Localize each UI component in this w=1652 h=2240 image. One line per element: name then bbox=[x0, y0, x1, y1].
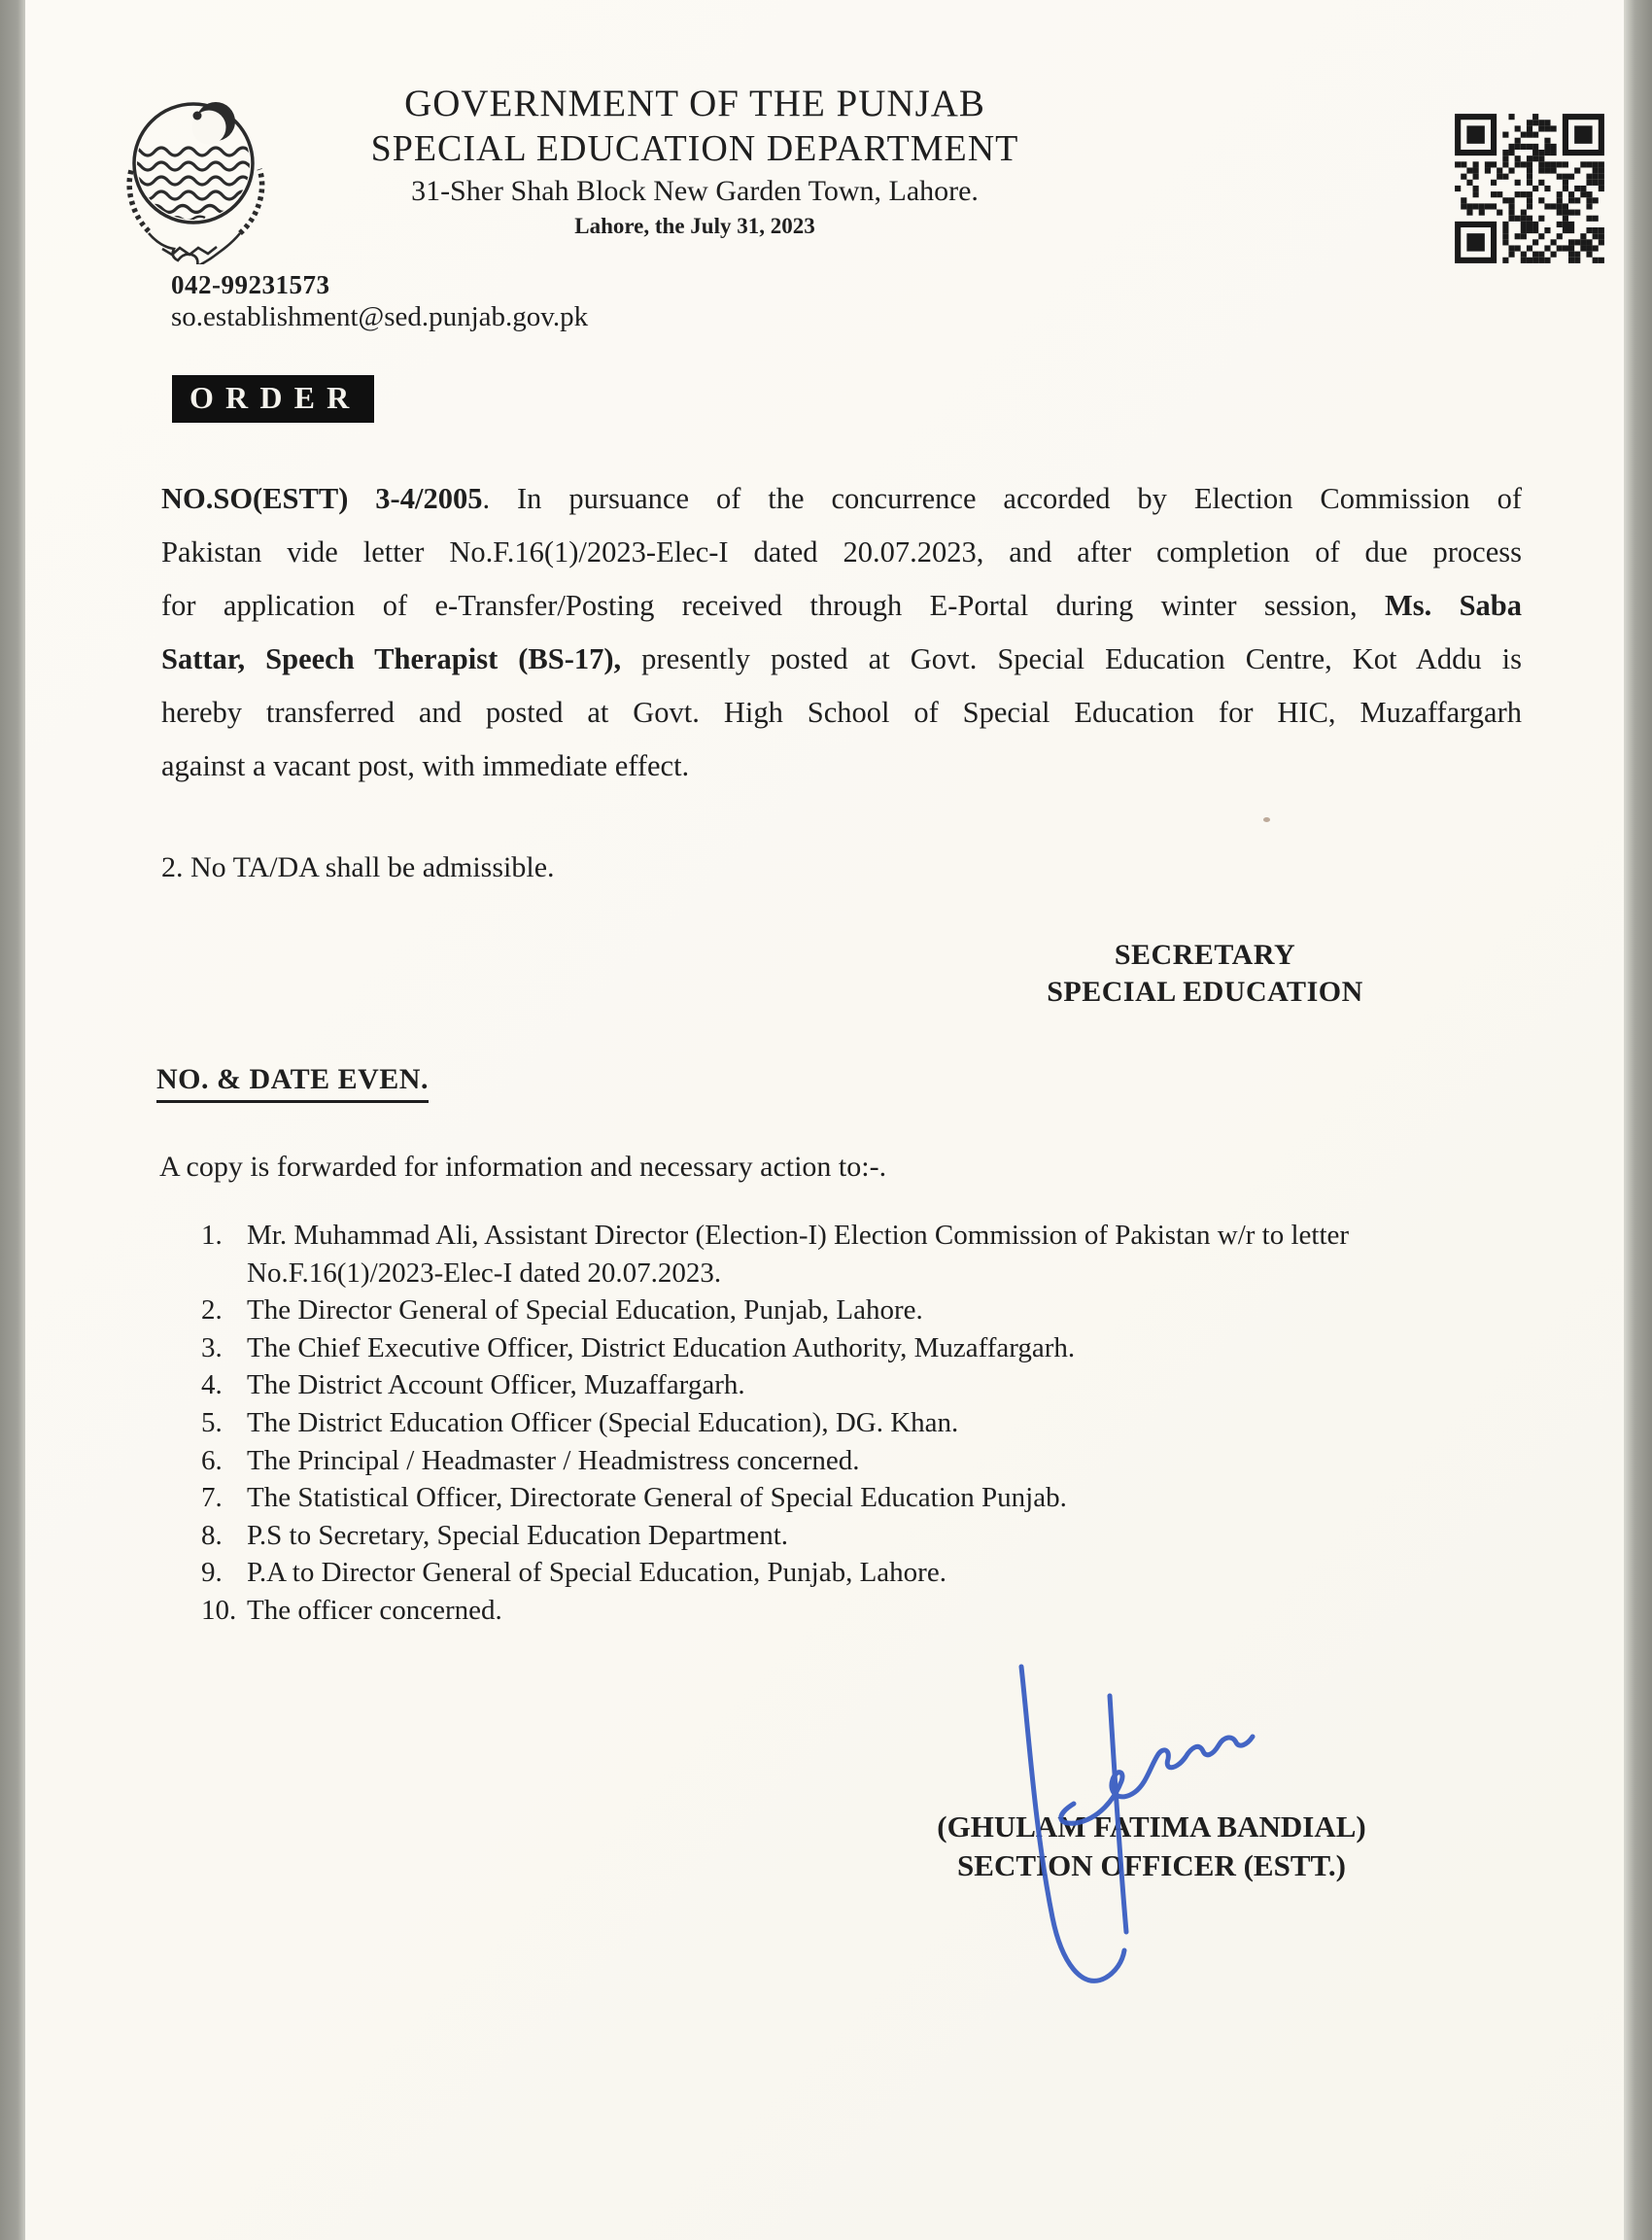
list-item-number: 10. bbox=[201, 1594, 237, 1626]
list-item-number: 4. bbox=[201, 1369, 223, 1401]
list-item-text: The District Education Officer (Special Education), DG. Khan. bbox=[247, 1406, 959, 1438]
order-body-text: . In pursuance of the concurrence accorded by Election Commission of bbox=[482, 482, 1523, 515]
order-body-paragraph bbox=[161, 472, 1522, 793]
scan-speck bbox=[1263, 817, 1270, 822]
list-item-text: P.A to Director General of Special Education, Punjab, Lahore. bbox=[247, 1557, 946, 1589]
signatory-secretary-line2: SPECIAL EDUCATION bbox=[1047, 976, 1363, 1008]
signatory-secretary-line1: SECRETARY bbox=[1114, 939, 1296, 971]
phone-number: 042-99231573 bbox=[171, 270, 330, 299]
signatory-name: (GHULAM FATIMA BANDIAL) bbox=[937, 1809, 1366, 1844]
punjab-government-crest-icon bbox=[120, 78, 275, 264]
list-item bbox=[201, 1592, 1528, 1630]
list-item-number: 5. bbox=[201, 1406, 223, 1438]
list-item bbox=[201, 1366, 1528, 1404]
org-name-line2: SPECIAL EDUCATION DEPARTMENT bbox=[370, 128, 1019, 169]
recipients-list bbox=[201, 1217, 1528, 1630]
list-item-number: 6. bbox=[201, 1444, 223, 1476]
order-body-bold-text: Sattar, Speech Therapist (BS-17), bbox=[161, 642, 622, 675]
list-item bbox=[201, 1554, 1528, 1592]
list-item bbox=[201, 1404, 1528, 1442]
order-body-text: Pakistan vide letter No.F.16(1)/2023-Elec-I dated 20.07.2023, and after completion of due process bbox=[161, 535, 1522, 569]
scan-edge-left bbox=[0, 0, 25, 2240]
signatory-title: SECTION OFFICER (ESTT.) bbox=[957, 1848, 1346, 1882]
handwritten-signature bbox=[967, 1645, 1326, 2015]
list-item-number: 1. bbox=[201, 1220, 223, 1251]
signatory-secretary bbox=[991, 937, 1419, 1011]
order-body-line bbox=[161, 633, 1522, 686]
list-item-number: 2. bbox=[201, 1294, 223, 1327]
dateline: Lahore, the July 31, 2023 bbox=[574, 214, 815, 238]
order-body-line bbox=[161, 472, 1522, 526]
list-item-text: The Director General of Special Education, Punjab, Lahore. bbox=[247, 1294, 923, 1327]
list-item-number: 7. bbox=[201, 1482, 223, 1514]
letterhead bbox=[292, 82, 1098, 241]
list-item-text: The Principal / Headmaster / Headmistress concerned. bbox=[247, 1444, 860, 1476]
list-item bbox=[201, 1329, 1528, 1367]
order-body-text: presently posted at Govt. Special Education Centre, Kot Addu is bbox=[621, 642, 1522, 675]
tada-clause: 2. No TA/DA shall be admissible. bbox=[161, 851, 555, 883]
order-body-text: against a vacant post, with immediate effect. bbox=[161, 749, 690, 782]
order-body-line bbox=[161, 740, 1522, 793]
org-address: 31-Sher Shah Block New Garden Town, Lahore. bbox=[411, 175, 979, 207]
list-item bbox=[201, 1292, 1528, 1329]
order-body-bold-text: Ms. Saba bbox=[1384, 589, 1522, 622]
list-item-number: 3. bbox=[201, 1331, 223, 1363]
scan-edge-right bbox=[1624, 0, 1652, 2240]
order-body-line bbox=[161, 686, 1522, 740]
list-item bbox=[201, 1217, 1528, 1292]
list-item-text: Mr. Muhammad Ali, Assistant Director (Election-I) Election Commission of Pakistan w/r to letter No.F.16(1)/2023-Elec-I dated 20.07.2023. bbox=[247, 1220, 1350, 1289]
list-item-text: The District Account Officer, Muzaffargarh. bbox=[247, 1369, 745, 1401]
order-body-bold-text: NO.SO(ESTT) 3-4/2005 bbox=[161, 482, 483, 515]
list-item-number: 9. bbox=[201, 1557, 223, 1589]
order-body-text: for application of e-Transfer/Posting received through E-Portal during winter session, bbox=[161, 589, 1385, 622]
org-name-line1: GOVERNMENT OF THE PUNJAB bbox=[404, 83, 985, 124]
order-body-line bbox=[161, 579, 1522, 633]
order-body-line bbox=[161, 526, 1522, 579]
list-item-text: The Statistical Officer, Directorate General of Special Education Punjab. bbox=[247, 1482, 1067, 1514]
list-item bbox=[201, 1479, 1528, 1517]
order-heading: ORDER bbox=[172, 375, 374, 423]
order-body-text: hereby transferred and posted at Govt. High School of Special Education for HIC, Muzaffargarh bbox=[161, 696, 1522, 729]
list-item-text: The Chief Executive Officer, District Education Authority, Muzaffargarh. bbox=[247, 1331, 1076, 1363]
list-item-number: 8. bbox=[201, 1519, 223, 1551]
list-item-text: P.S to Secretary, Special Education Department. bbox=[247, 1519, 789, 1551]
list-item bbox=[201, 1442, 1528, 1480]
qr-code-icon bbox=[1452, 111, 1607, 266]
list-item bbox=[201, 1517, 1528, 1555]
no-date-even-heading: NO. & DATE EVEN. bbox=[156, 1063, 429, 1103]
list-item-text: The officer concerned. bbox=[247, 1594, 502, 1626]
copy-forwarded-line: A copy is forwarded for information and necessary action to:-. bbox=[159, 1151, 887, 1183]
email-address: so.establishment@sed.punjab.gov.pk bbox=[171, 301, 589, 332]
